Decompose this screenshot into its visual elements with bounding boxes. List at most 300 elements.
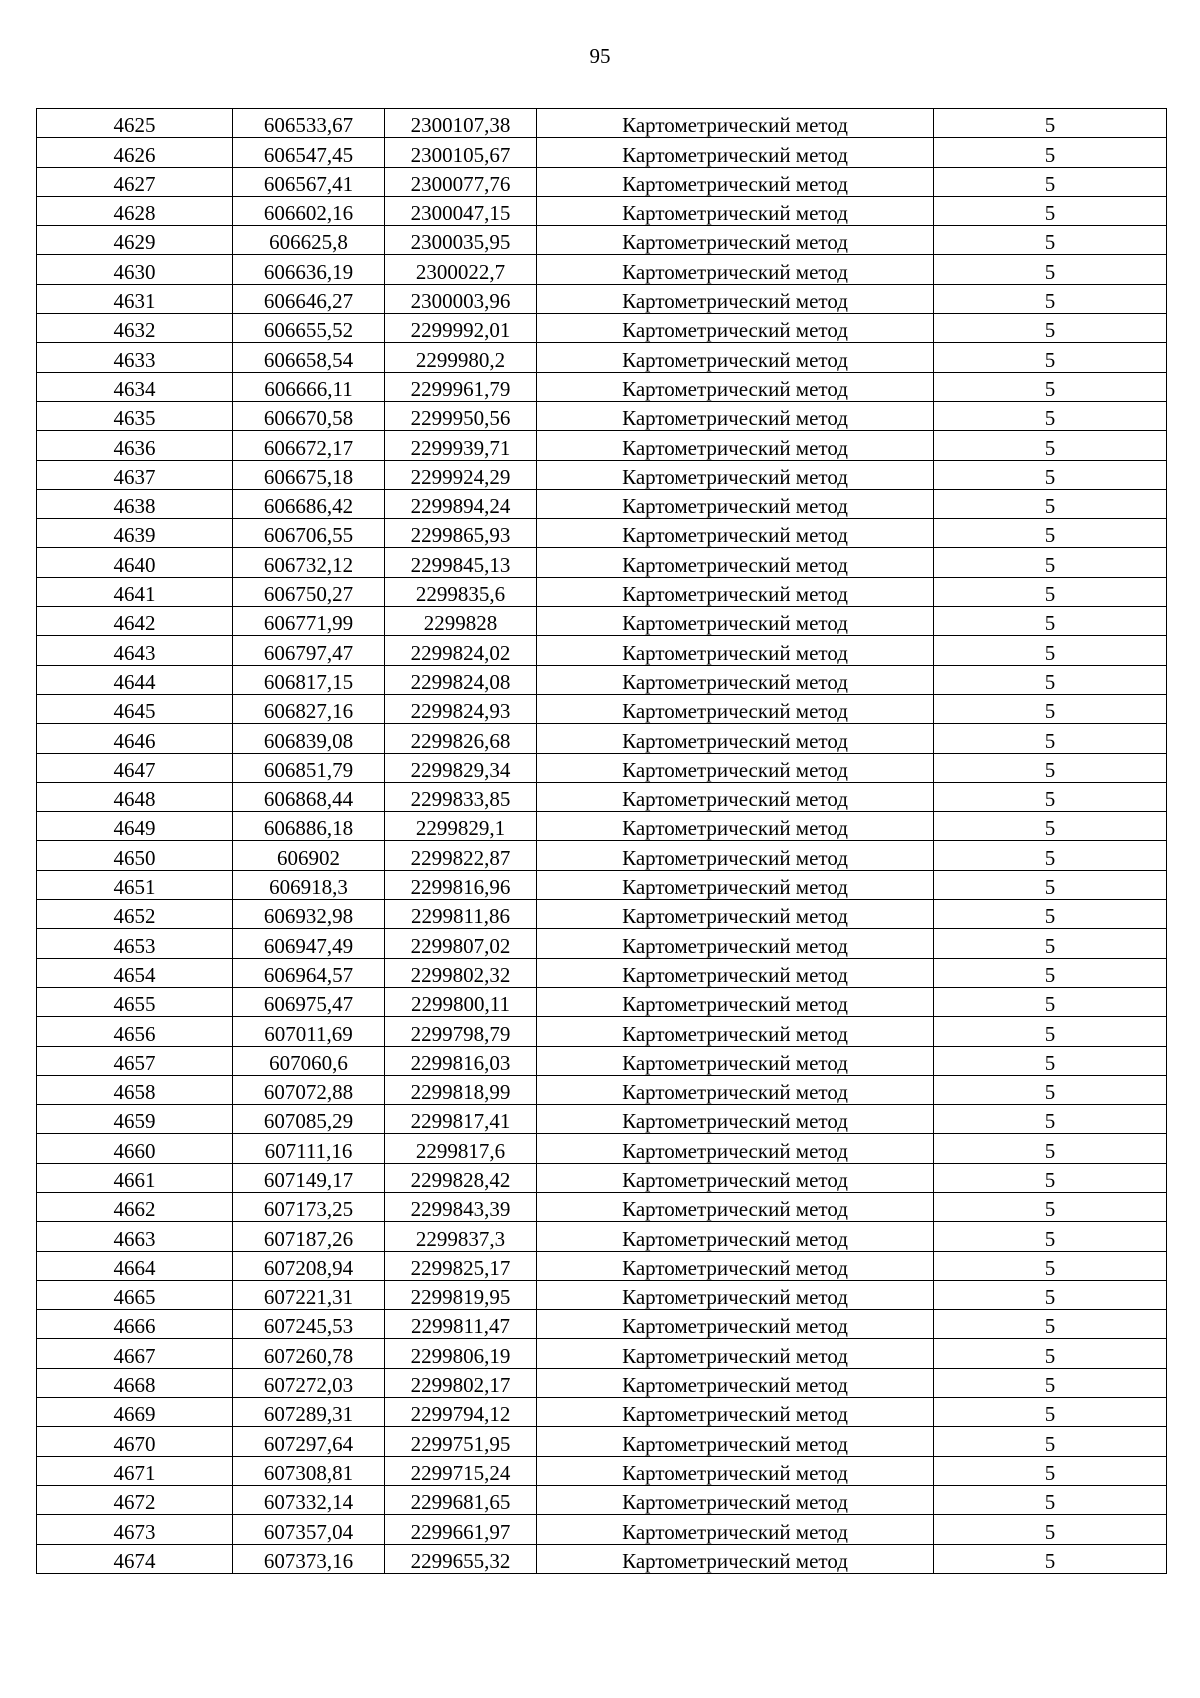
table-row bbox=[37, 284, 1167, 313]
accuracy-cell: 5 bbox=[934, 431, 1167, 460]
method-cell: Картометрический метод bbox=[537, 577, 934, 606]
x-coordinate-cell: 607260,78 bbox=[233, 1339, 385, 1368]
y-coordinate-cell: 2299822,87 bbox=[385, 841, 537, 870]
y-coordinate-cell: 2299800,11 bbox=[385, 987, 537, 1016]
x-coordinate-cell: 607187,26 bbox=[233, 1222, 385, 1251]
x-coordinate-cell: 606932,98 bbox=[233, 900, 385, 929]
table-row bbox=[37, 138, 1167, 167]
method-cell: Картометрический метод bbox=[537, 343, 934, 372]
x-coordinate-cell: 606868,44 bbox=[233, 782, 385, 811]
accuracy-cell: 5 bbox=[934, 548, 1167, 577]
point-number-cell: 4646 bbox=[37, 724, 233, 753]
method-cell: Картометрический метод bbox=[537, 1485, 934, 1514]
point-number-cell: 4657 bbox=[37, 1046, 233, 1075]
accuracy-cell: 5 bbox=[934, 1456, 1167, 1485]
method-cell: Картометрический метод bbox=[537, 372, 934, 401]
table-row bbox=[37, 1310, 1167, 1339]
table-row bbox=[37, 1105, 1167, 1134]
accuracy-cell: 5 bbox=[934, 694, 1167, 723]
table-row bbox=[37, 489, 1167, 518]
y-coordinate-cell: 2299950,56 bbox=[385, 401, 537, 430]
accuracy-cell: 5 bbox=[934, 1222, 1167, 1251]
accuracy-cell: 5 bbox=[934, 1017, 1167, 1046]
accuracy-cell: 5 bbox=[934, 343, 1167, 372]
coordinates-table bbox=[36, 108, 1167, 1574]
method-cell: Картометрический метод bbox=[537, 548, 934, 577]
method-cell: Картометрический метод bbox=[537, 1105, 934, 1134]
point-number-cell: 4643 bbox=[37, 636, 233, 665]
x-coordinate-cell: 607332,14 bbox=[233, 1485, 385, 1514]
accuracy-cell: 5 bbox=[934, 607, 1167, 636]
method-cell: Картометрический метод bbox=[537, 812, 934, 841]
accuracy-cell: 5 bbox=[934, 987, 1167, 1016]
x-coordinate-cell: 606670,58 bbox=[233, 401, 385, 430]
accuracy-cell: 5 bbox=[934, 1310, 1167, 1339]
table-row bbox=[37, 255, 1167, 284]
x-coordinate-cell: 607221,31 bbox=[233, 1280, 385, 1309]
method-cell: Картометрический метод bbox=[537, 1251, 934, 1280]
point-number-cell: 4669 bbox=[37, 1398, 233, 1427]
accuracy-cell: 5 bbox=[934, 1398, 1167, 1427]
y-coordinate-cell: 2299961,79 bbox=[385, 372, 537, 401]
accuracy-cell: 5 bbox=[934, 401, 1167, 430]
method-cell: Картометрический метод bbox=[537, 1046, 934, 1075]
y-coordinate-cell: 2299845,13 bbox=[385, 548, 537, 577]
accuracy-cell: 5 bbox=[934, 636, 1167, 665]
y-coordinate-cell: 2300003,96 bbox=[385, 284, 537, 313]
table-row bbox=[37, 431, 1167, 460]
table-row bbox=[37, 900, 1167, 929]
method-cell: Картометрический метод bbox=[537, 1163, 934, 1192]
method-cell: Картометрический метод bbox=[537, 665, 934, 694]
method-cell: Картометрический метод bbox=[537, 636, 934, 665]
y-coordinate-cell: 2299655,32 bbox=[385, 1544, 537, 1573]
method-cell: Картометрический метод bbox=[537, 1310, 934, 1339]
y-coordinate-cell: 2299829,34 bbox=[385, 753, 537, 782]
y-coordinate-cell: 2300077,76 bbox=[385, 167, 537, 196]
table-row bbox=[37, 1017, 1167, 1046]
y-coordinate-cell: 2299816,96 bbox=[385, 870, 537, 899]
table-row bbox=[37, 1398, 1167, 1427]
y-coordinate-cell: 2299802,32 bbox=[385, 958, 537, 987]
y-coordinate-cell: 2299837,3 bbox=[385, 1222, 537, 1251]
method-cell: Картометрический метод bbox=[537, 870, 934, 899]
method-cell: Картометрический метод bbox=[537, 1017, 934, 1046]
method-cell: Картометрический метод bbox=[537, 1515, 934, 1544]
accuracy-cell: 5 bbox=[934, 196, 1167, 225]
x-coordinate-cell: 606533,67 bbox=[233, 109, 385, 138]
point-number-cell: 4659 bbox=[37, 1105, 233, 1134]
x-coordinate-cell: 606902 bbox=[233, 841, 385, 870]
table-row bbox=[37, 987, 1167, 1016]
x-coordinate-cell: 607289,31 bbox=[233, 1398, 385, 1427]
point-number-cell: 4636 bbox=[37, 431, 233, 460]
table-row bbox=[37, 314, 1167, 343]
method-cell: Картометрический метод bbox=[537, 753, 934, 782]
point-number-cell: 4662 bbox=[37, 1192, 233, 1221]
x-coordinate-cell: 606771,99 bbox=[233, 607, 385, 636]
method-cell: Картометрический метод bbox=[537, 401, 934, 430]
y-coordinate-cell: 2299924,29 bbox=[385, 460, 537, 489]
accuracy-cell: 5 bbox=[934, 1251, 1167, 1280]
point-number-cell: 4637 bbox=[37, 460, 233, 489]
accuracy-cell: 5 bbox=[934, 929, 1167, 958]
method-cell: Картометрический метод bbox=[537, 987, 934, 1016]
y-coordinate-cell: 2299992,01 bbox=[385, 314, 537, 343]
point-number-cell: 4642 bbox=[37, 607, 233, 636]
method-cell: Картометрический метод bbox=[537, 138, 934, 167]
method-cell: Картометрический метод bbox=[537, 694, 934, 723]
method-cell: Картометрический метод bbox=[537, 167, 934, 196]
point-number-cell: 4630 bbox=[37, 255, 233, 284]
point-number-cell: 4644 bbox=[37, 665, 233, 694]
point-number-cell: 4660 bbox=[37, 1134, 233, 1163]
accuracy-cell: 5 bbox=[934, 1046, 1167, 1075]
x-coordinate-cell: 606672,17 bbox=[233, 431, 385, 460]
accuracy-cell: 5 bbox=[934, 372, 1167, 401]
accuracy-cell: 5 bbox=[934, 753, 1167, 782]
table-row bbox=[37, 753, 1167, 782]
y-coordinate-cell: 2299661,97 bbox=[385, 1515, 537, 1544]
y-coordinate-cell: 2299828,42 bbox=[385, 1163, 537, 1192]
x-coordinate-cell: 606886,18 bbox=[233, 812, 385, 841]
point-number-cell: 4653 bbox=[37, 929, 233, 958]
x-coordinate-cell: 607308,81 bbox=[233, 1456, 385, 1485]
point-number-cell: 4634 bbox=[37, 372, 233, 401]
point-number-cell: 4665 bbox=[37, 1280, 233, 1309]
method-cell: Картометрический метод bbox=[537, 489, 934, 518]
y-coordinate-cell: 2299794,12 bbox=[385, 1398, 537, 1427]
y-coordinate-cell: 2299681,65 bbox=[385, 1485, 537, 1514]
y-coordinate-cell: 2299835,6 bbox=[385, 577, 537, 606]
y-coordinate-cell: 2299843,39 bbox=[385, 1192, 537, 1221]
y-coordinate-cell: 2299807,02 bbox=[385, 929, 537, 958]
accuracy-cell: 5 bbox=[934, 812, 1167, 841]
accuracy-cell: 5 bbox=[934, 724, 1167, 753]
x-coordinate-cell: 606666,11 bbox=[233, 372, 385, 401]
table-row bbox=[37, 665, 1167, 694]
point-number-cell: 4670 bbox=[37, 1427, 233, 1456]
y-coordinate-cell: 2299811,86 bbox=[385, 900, 537, 929]
x-coordinate-cell: 606567,41 bbox=[233, 167, 385, 196]
table-row bbox=[37, 782, 1167, 811]
point-number-cell: 4641 bbox=[37, 577, 233, 606]
table-row bbox=[37, 226, 1167, 255]
x-coordinate-cell: 606625,8 bbox=[233, 226, 385, 255]
x-coordinate-cell: 607060,6 bbox=[233, 1046, 385, 1075]
y-coordinate-cell: 2299824,08 bbox=[385, 665, 537, 694]
y-coordinate-cell: 2299833,85 bbox=[385, 782, 537, 811]
x-coordinate-cell: 607272,03 bbox=[233, 1368, 385, 1397]
accuracy-cell: 5 bbox=[934, 870, 1167, 899]
accuracy-cell: 5 bbox=[934, 1163, 1167, 1192]
y-coordinate-cell: 2299828 bbox=[385, 607, 537, 636]
accuracy-cell: 5 bbox=[934, 138, 1167, 167]
accuracy-cell: 5 bbox=[934, 1280, 1167, 1309]
point-number-cell: 4650 bbox=[37, 841, 233, 870]
table-row bbox=[37, 958, 1167, 987]
accuracy-cell: 5 bbox=[934, 255, 1167, 284]
accuracy-cell: 5 bbox=[934, 577, 1167, 606]
x-coordinate-cell: 606636,19 bbox=[233, 255, 385, 284]
point-number-cell: 4627 bbox=[37, 167, 233, 196]
accuracy-cell: 5 bbox=[934, 284, 1167, 313]
x-coordinate-cell: 606975,47 bbox=[233, 987, 385, 1016]
table-row bbox=[37, 1456, 1167, 1485]
y-coordinate-cell: 2299819,95 bbox=[385, 1280, 537, 1309]
y-coordinate-cell: 2299939,71 bbox=[385, 431, 537, 460]
point-number-cell: 4671 bbox=[37, 1456, 233, 1485]
x-coordinate-cell: 607085,29 bbox=[233, 1105, 385, 1134]
accuracy-cell: 5 bbox=[934, 841, 1167, 870]
table-row bbox=[37, 929, 1167, 958]
table-row bbox=[37, 372, 1167, 401]
y-coordinate-cell: 2300047,15 bbox=[385, 196, 537, 225]
x-coordinate-cell: 606947,49 bbox=[233, 929, 385, 958]
method-cell: Картометрический метод bbox=[537, 724, 934, 753]
table-row bbox=[37, 694, 1167, 723]
method-cell: Картометрический метод bbox=[537, 1398, 934, 1427]
x-coordinate-cell: 607111,16 bbox=[233, 1134, 385, 1163]
x-coordinate-cell: 606797,47 bbox=[233, 636, 385, 665]
table-row bbox=[37, 1515, 1167, 1544]
method-cell: Картометрический метод bbox=[537, 900, 934, 929]
table-row bbox=[37, 1046, 1167, 1075]
x-coordinate-cell: 606827,16 bbox=[233, 694, 385, 723]
point-number-cell: 4661 bbox=[37, 1163, 233, 1192]
x-coordinate-cell: 606851,79 bbox=[233, 753, 385, 782]
method-cell: Картометрический метод bbox=[537, 196, 934, 225]
y-coordinate-cell: 2300105,67 bbox=[385, 138, 537, 167]
point-number-cell: 4638 bbox=[37, 489, 233, 518]
accuracy-cell: 5 bbox=[934, 665, 1167, 694]
y-coordinate-cell: 2299811,47 bbox=[385, 1310, 537, 1339]
table-row bbox=[37, 636, 1167, 665]
point-number-cell: 4640 bbox=[37, 548, 233, 577]
method-cell: Картометрический метод bbox=[537, 607, 934, 636]
point-number-cell: 4639 bbox=[37, 519, 233, 548]
method-cell: Картометрический метод bbox=[537, 958, 934, 987]
accuracy-cell: 5 bbox=[934, 1368, 1167, 1397]
point-number-cell: 4654 bbox=[37, 958, 233, 987]
method-cell: Картометрический метод bbox=[537, 1222, 934, 1251]
method-cell: Картометрический метод bbox=[537, 314, 934, 343]
x-coordinate-cell: 607072,88 bbox=[233, 1075, 385, 1104]
accuracy-cell: 5 bbox=[934, 1544, 1167, 1573]
method-cell: Картометрический метод bbox=[537, 1456, 934, 1485]
table-body bbox=[37, 109, 1167, 1574]
y-coordinate-cell: 2299826,68 bbox=[385, 724, 537, 753]
table-row bbox=[37, 1192, 1167, 1221]
accuracy-cell: 5 bbox=[934, 167, 1167, 196]
point-number-cell: 4628 bbox=[37, 196, 233, 225]
y-coordinate-cell: 2300107,38 bbox=[385, 109, 537, 138]
point-number-cell: 4674 bbox=[37, 1544, 233, 1573]
table-row bbox=[37, 109, 1167, 138]
x-coordinate-cell: 607208,94 bbox=[233, 1251, 385, 1280]
point-number-cell: 4656 bbox=[37, 1017, 233, 1046]
x-coordinate-cell: 607297,64 bbox=[233, 1427, 385, 1456]
table-row bbox=[37, 1280, 1167, 1309]
x-coordinate-cell: 607149,17 bbox=[233, 1163, 385, 1192]
method-cell: Картометрический метод bbox=[537, 841, 934, 870]
table-row bbox=[37, 1134, 1167, 1163]
point-number-cell: 4652 bbox=[37, 900, 233, 929]
point-number-cell: 4667 bbox=[37, 1339, 233, 1368]
y-coordinate-cell: 2299824,93 bbox=[385, 694, 537, 723]
x-coordinate-cell: 607173,25 bbox=[233, 1192, 385, 1221]
table-row bbox=[37, 167, 1167, 196]
accuracy-cell: 5 bbox=[934, 489, 1167, 518]
table-row bbox=[37, 196, 1167, 225]
accuracy-cell: 5 bbox=[934, 1427, 1167, 1456]
accuracy-cell: 5 bbox=[934, 1075, 1167, 1104]
y-coordinate-cell: 2299894,24 bbox=[385, 489, 537, 518]
method-cell: Картометрический метод bbox=[537, 929, 934, 958]
y-coordinate-cell: 2299751,95 bbox=[385, 1427, 537, 1456]
table-row bbox=[37, 607, 1167, 636]
table-row bbox=[37, 870, 1167, 899]
method-cell: Картометрический метод bbox=[537, 1544, 934, 1573]
accuracy-cell: 5 bbox=[934, 958, 1167, 987]
table-row bbox=[37, 1251, 1167, 1280]
table-row bbox=[37, 1544, 1167, 1573]
x-coordinate-cell: 606646,27 bbox=[233, 284, 385, 313]
table-row bbox=[37, 343, 1167, 372]
method-cell: Картометрический метод bbox=[537, 284, 934, 313]
table-row bbox=[37, 1485, 1167, 1514]
method-cell: Картометрический метод bbox=[537, 109, 934, 138]
y-coordinate-cell: 2299829,1 bbox=[385, 812, 537, 841]
accuracy-cell: 5 bbox=[934, 519, 1167, 548]
x-coordinate-cell: 606918,3 bbox=[233, 870, 385, 899]
y-coordinate-cell: 2299825,17 bbox=[385, 1251, 537, 1280]
y-coordinate-cell: 2299824,02 bbox=[385, 636, 537, 665]
point-number-cell: 4632 bbox=[37, 314, 233, 343]
point-number-cell: 4645 bbox=[37, 694, 233, 723]
table-row bbox=[37, 1163, 1167, 1192]
y-coordinate-cell: 2299802,17 bbox=[385, 1368, 537, 1397]
method-cell: Картометрический метод bbox=[537, 1134, 934, 1163]
point-number-cell: 4633 bbox=[37, 343, 233, 372]
method-cell: Картометрический метод bbox=[537, 1368, 934, 1397]
x-coordinate-cell: 606839,08 bbox=[233, 724, 385, 753]
accuracy-cell: 5 bbox=[934, 1339, 1167, 1368]
accuracy-cell: 5 bbox=[934, 782, 1167, 811]
point-number-cell: 4668 bbox=[37, 1368, 233, 1397]
x-coordinate-cell: 606658,54 bbox=[233, 343, 385, 372]
table-row bbox=[37, 460, 1167, 489]
accuracy-cell: 5 bbox=[934, 226, 1167, 255]
table-row bbox=[37, 841, 1167, 870]
accuracy-cell: 5 bbox=[934, 460, 1167, 489]
y-coordinate-cell: 2299817,41 bbox=[385, 1105, 537, 1134]
y-coordinate-cell: 2300022,7 bbox=[385, 255, 537, 284]
point-number-cell: 4666 bbox=[37, 1310, 233, 1339]
point-number-cell: 4626 bbox=[37, 138, 233, 167]
table-row bbox=[37, 1339, 1167, 1368]
table-row bbox=[37, 1222, 1167, 1251]
y-coordinate-cell: 2299817,6 bbox=[385, 1134, 537, 1163]
table-row bbox=[37, 1427, 1167, 1456]
x-coordinate-cell: 607011,69 bbox=[233, 1017, 385, 1046]
accuracy-cell: 5 bbox=[934, 1515, 1167, 1544]
y-coordinate-cell: 2300035,95 bbox=[385, 226, 537, 255]
x-coordinate-cell: 606547,45 bbox=[233, 138, 385, 167]
accuracy-cell: 5 bbox=[934, 1134, 1167, 1163]
x-coordinate-cell: 606964,57 bbox=[233, 958, 385, 987]
point-number-cell: 4658 bbox=[37, 1075, 233, 1104]
point-number-cell: 4672 bbox=[37, 1485, 233, 1514]
x-coordinate-cell: 606655,52 bbox=[233, 314, 385, 343]
point-number-cell: 4631 bbox=[37, 284, 233, 313]
page-number: 95 bbox=[589, 44, 611, 68]
accuracy-cell: 5 bbox=[934, 900, 1167, 929]
accuracy-cell: 5 bbox=[934, 1192, 1167, 1221]
y-coordinate-cell: 2299715,24 bbox=[385, 1456, 537, 1485]
method-cell: Картометрический метод bbox=[537, 255, 934, 284]
table-row bbox=[37, 724, 1167, 753]
x-coordinate-cell: 606732,12 bbox=[233, 548, 385, 577]
y-coordinate-cell: 2299980,2 bbox=[385, 343, 537, 372]
accuracy-cell: 5 bbox=[934, 109, 1167, 138]
accuracy-cell: 5 bbox=[934, 1485, 1167, 1514]
method-cell: Картометрический метод bbox=[537, 782, 934, 811]
x-coordinate-cell: 607245,53 bbox=[233, 1310, 385, 1339]
method-cell: Картометрический метод bbox=[537, 1192, 934, 1221]
point-number-cell: 4635 bbox=[37, 401, 233, 430]
method-cell: Картометрический метод bbox=[537, 226, 934, 255]
point-number-cell: 4625 bbox=[37, 109, 233, 138]
point-number-cell: 4648 bbox=[37, 782, 233, 811]
point-number-cell: 4655 bbox=[37, 987, 233, 1016]
method-cell: Картометрический метод bbox=[537, 431, 934, 460]
table-row bbox=[37, 548, 1167, 577]
method-cell: Картометрический метод bbox=[537, 1075, 934, 1104]
point-number-cell: 4673 bbox=[37, 1515, 233, 1544]
method-cell: Картометрический метод bbox=[537, 1280, 934, 1309]
y-coordinate-cell: 2299818,99 bbox=[385, 1075, 537, 1104]
method-cell: Картометрический метод bbox=[537, 519, 934, 548]
method-cell: Картометрический метод bbox=[537, 1427, 934, 1456]
x-coordinate-cell: 606686,42 bbox=[233, 489, 385, 518]
x-coordinate-cell: 607373,16 bbox=[233, 1544, 385, 1573]
point-number-cell: 4663 bbox=[37, 1222, 233, 1251]
point-number-cell: 4651 bbox=[37, 870, 233, 899]
y-coordinate-cell: 2299806,19 bbox=[385, 1339, 537, 1368]
x-coordinate-cell: 606817,15 bbox=[233, 665, 385, 694]
x-coordinate-cell: 606602,16 bbox=[233, 196, 385, 225]
x-coordinate-cell: 606750,27 bbox=[233, 577, 385, 606]
point-number-cell: 4649 bbox=[37, 812, 233, 841]
y-coordinate-cell: 2299865,93 bbox=[385, 519, 537, 548]
point-number-cell: 4664 bbox=[37, 1251, 233, 1280]
point-number-cell: 4629 bbox=[37, 226, 233, 255]
point-number-cell: 4647 bbox=[37, 753, 233, 782]
accuracy-cell: 5 bbox=[934, 1105, 1167, 1134]
table-row bbox=[37, 812, 1167, 841]
table-row bbox=[37, 401, 1167, 430]
method-cell: Картометрический метод bbox=[537, 1339, 934, 1368]
y-coordinate-cell: 2299816,03 bbox=[385, 1046, 537, 1075]
method-cell: Картометрический метод bbox=[537, 460, 934, 489]
x-coordinate-cell: 606675,18 bbox=[233, 460, 385, 489]
table-row bbox=[37, 519, 1167, 548]
accuracy-cell: 5 bbox=[934, 314, 1167, 343]
table-row bbox=[37, 1075, 1167, 1104]
y-coordinate-cell: 2299798,79 bbox=[385, 1017, 537, 1046]
x-coordinate-cell: 607357,04 bbox=[233, 1515, 385, 1544]
